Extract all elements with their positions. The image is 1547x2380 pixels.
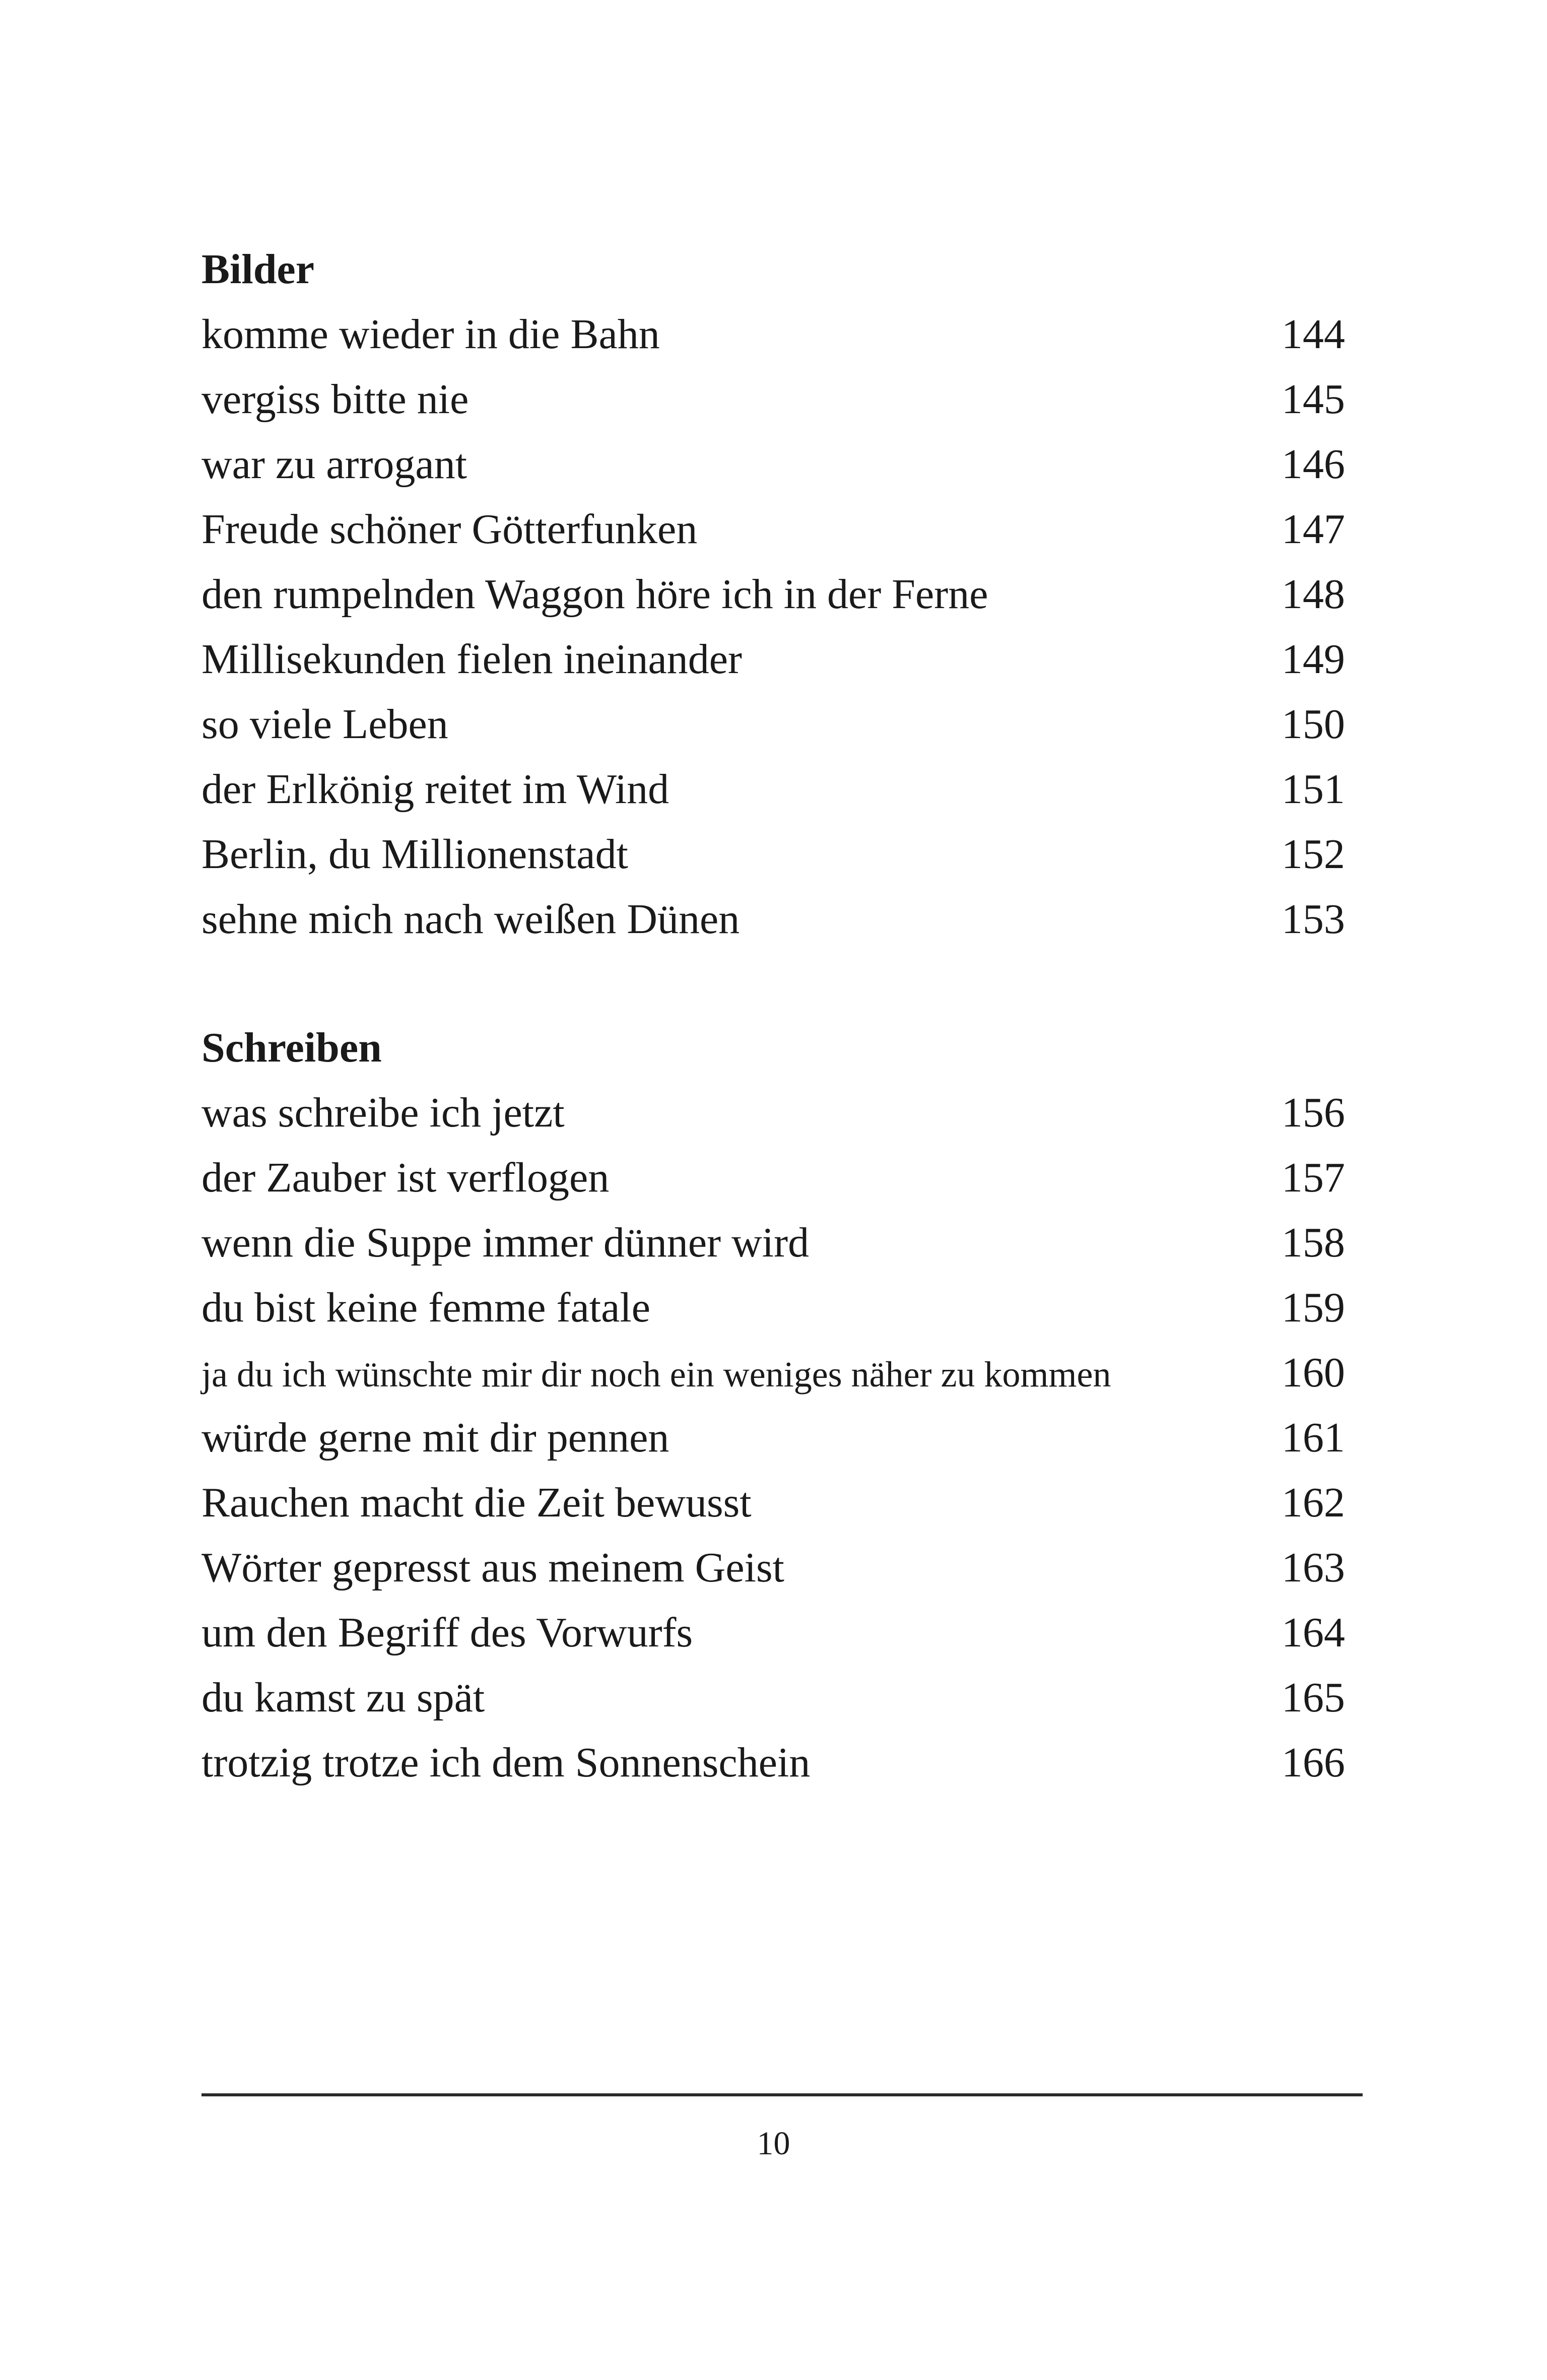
entry-page-number: 158: [1282, 1219, 1345, 1266]
entry-title: würde gerne mit dir pennen: [201, 1414, 669, 1461]
toc-entry: [201, 432, 1345, 497]
entry-page-number: 165: [1282, 1674, 1345, 1721]
page-number: 10: [757, 2125, 790, 2162]
entry-title: ja du ich wünschte mir dir noch ein weniges näher zu kommen: [201, 1354, 1111, 1395]
toc-entry: [201, 367, 1345, 432]
entry-title: Millisekunden fielen ineinander: [201, 636, 743, 683]
entry-page-number: 162: [1282, 1479, 1345, 1526]
entry-title: Freude schöner Götterfunken: [201, 506, 698, 553]
entry-title: Rauchen macht die Zeit bewusst: [201, 1479, 752, 1526]
toc-entry: [201, 1210, 1345, 1275]
entry-title: war zu arrogant: [201, 441, 467, 488]
entry-page-number: 159: [1282, 1284, 1345, 1331]
entry-page-number: 148: [1282, 571, 1345, 618]
toc-entry: [201, 562, 1345, 627]
toc-entry: [201, 1730, 1345, 1795]
entry-title: sehne mich nach weißen Dünen: [201, 896, 740, 943]
entry-title: du kamst zu spät: [201, 1674, 485, 1721]
entry-page-number: 145: [1282, 376, 1345, 423]
entry-page-number: 161: [1282, 1414, 1345, 1461]
section-heading: Schreiben: [201, 1024, 382, 1071]
toc-entry: [201, 1665, 1345, 1730]
entry-page-number: 152: [1282, 831, 1345, 878]
toc-entry: [201, 1535, 1345, 1600]
entry-page-number: 147: [1282, 506, 1345, 553]
entry-page-number: 157: [1282, 1154, 1345, 1201]
entry-title: der Erlkönig reitet im Wind: [201, 766, 669, 813]
entry-page-number: 144: [1282, 311, 1345, 358]
entry-title: komme wieder in die Bahn: [201, 311, 660, 358]
entry-page-number: 153: [1282, 896, 1345, 943]
toc-entry: [201, 887, 1345, 952]
section-heading: Bilder: [201, 246, 314, 293]
entry-title: trotzig trotze ich dem Sonnenschein: [201, 1739, 811, 1786]
entry-title: vergiss bitte nie: [201, 376, 469, 423]
toc-entry: [201, 822, 1345, 887]
toc-entry: [201, 1405, 1345, 1470]
entry-page-number: 156: [1282, 1089, 1345, 1136]
entry-title: Wörter gepresst aus meinem Geist: [201, 1544, 784, 1591]
entry-page-number: 164: [1282, 1609, 1345, 1656]
entry-title: den rumpelnden Waggon höre ich in der Ferne: [201, 571, 988, 618]
entry-page-number: 166: [1282, 1739, 1345, 1786]
entry-title: Berlin, du Millionenstadt: [201, 831, 628, 878]
toc-section-schreiben: [201, 1015, 1345, 1795]
toc-entry: [201, 757, 1345, 822]
toc-entry: [201, 1080, 1345, 1145]
entry-page-number: 160: [1282, 1349, 1345, 1396]
entry-page-number: 150: [1282, 701, 1345, 748]
toc-section-bilder: [201, 237, 1345, 952]
toc-entry: [201, 1470, 1345, 1535]
footer-divider: [201, 2093, 1363, 2096]
entry-title: was schreibe ich jetzt: [201, 1089, 565, 1136]
entry-page-number: 149: [1282, 636, 1345, 683]
entry-page-number: 163: [1282, 1544, 1345, 1591]
toc-entry: [201, 1275, 1345, 1340]
toc-entry: [201, 627, 1345, 692]
toc-entry: [201, 1340, 1345, 1405]
toc-entry: [201, 1600, 1345, 1665]
toc-entry: [201, 692, 1345, 757]
toc-entry: [201, 497, 1345, 562]
entry-title: der Zauber ist verflogen: [201, 1154, 610, 1201]
entry-title: so viele Leben: [201, 701, 448, 748]
toc-entry: [201, 302, 1345, 367]
entry-title: um den Begriff des Vorwurfs: [201, 1609, 693, 1656]
entry-title: du bist keine femme fatale: [201, 1284, 650, 1331]
entry-title: wenn die Suppe immer dünner wird: [201, 1219, 810, 1266]
entry-page-number: 151: [1282, 766, 1345, 813]
entry-page-number: 146: [1282, 441, 1345, 488]
toc-entry: [201, 1145, 1345, 1210]
